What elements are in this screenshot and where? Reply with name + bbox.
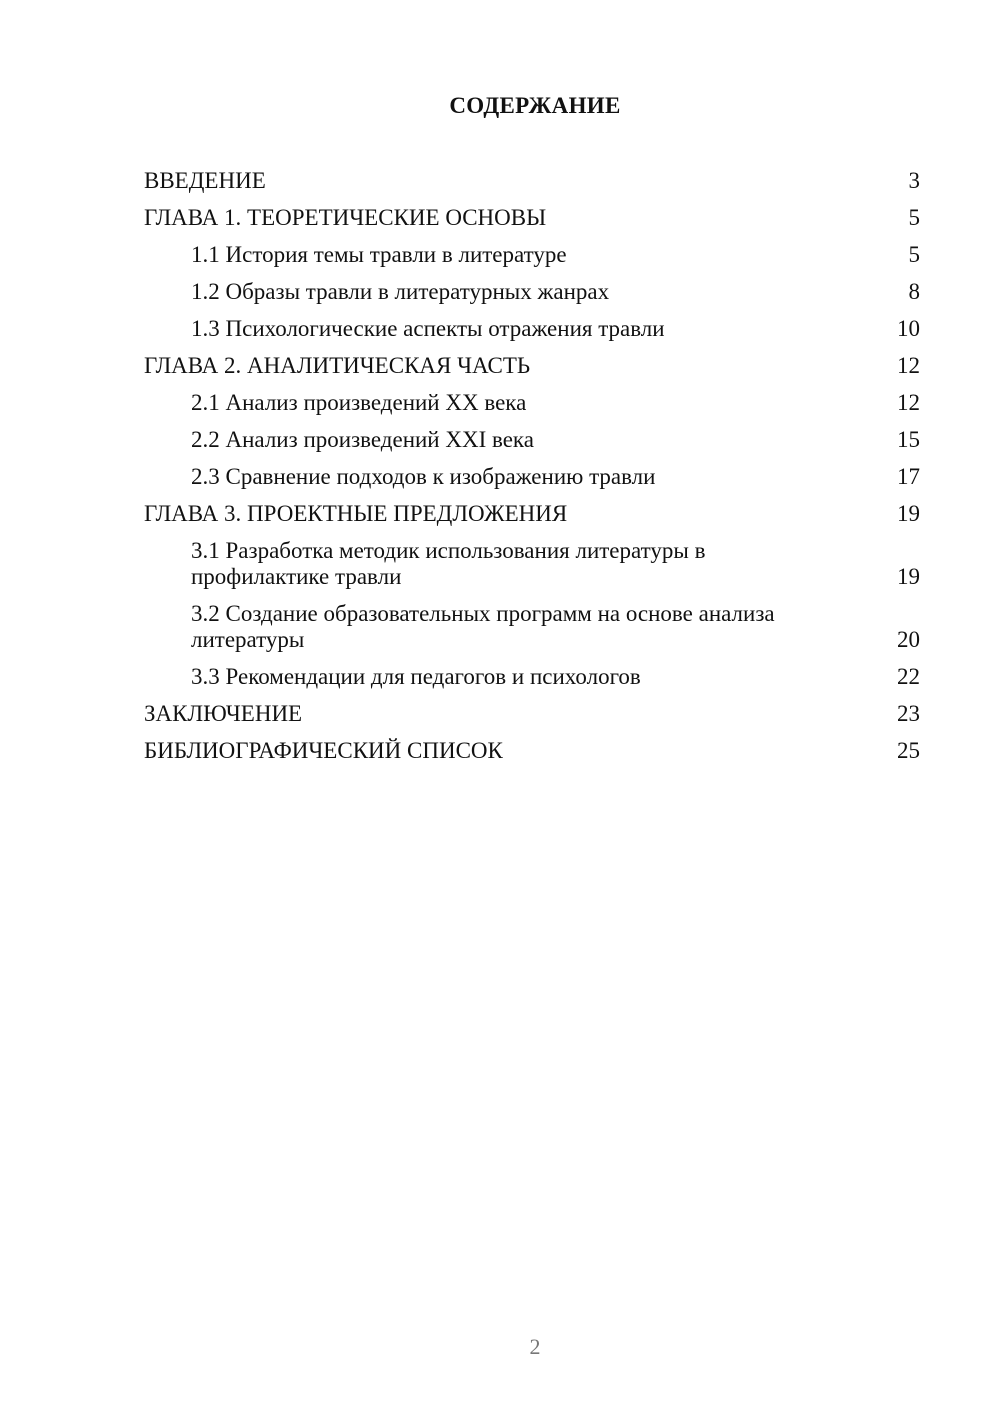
toc-entry-page: 17 (897, 464, 920, 489)
toc-entry (144, 316, 920, 342)
toc-entry-label: 2.2 Анализ произведений XXI века (191, 427, 534, 452)
toc-entry-page: 25 (897, 738, 920, 763)
toc-entry-label: ВВЕДЕНИЕ (144, 168, 266, 193)
toc-entry-page: 8 (908, 279, 920, 304)
toc-entry-page: 22 (897, 664, 920, 689)
toc-entry-label: ГЛАВА 1. ТЕОРЕТИЧЕСКИЕ ОСНОВЫ (144, 205, 547, 230)
toc-entry (144, 390, 920, 416)
toc-entry-page: 23 (897, 701, 920, 726)
toc-entry (144, 538, 920, 590)
toc-entry-page: 12 (897, 390, 920, 415)
toc-entry-label: ГЛАВА 2. АНАЛИТИЧЕСКАЯ ЧАСТЬ (144, 353, 531, 378)
toc-entry (144, 427, 920, 453)
toc-entry (144, 242, 920, 268)
toc-entry (144, 464, 920, 490)
toc-entry-label: 2.3 Сравнение подходов к изображению травли (191, 464, 656, 489)
toc-entry-page: 5 (908, 205, 920, 230)
toc-entry-label: 1.1 История темы травли в литературе (191, 242, 567, 267)
toc-entry-page: 19 (897, 564, 920, 589)
toc-entry-label: БИБЛИОГРАФИЧЕСКИЙ СПИСОК (144, 738, 503, 763)
toc-entry-label: 3.2 Создание образовательных программ на основе анализа литературы (191, 601, 775, 652)
page-number: 2 (529, 1334, 541, 1359)
toc-entry-label: ЗАКЛЮЧЕНИЕ (144, 701, 303, 726)
table-of-contents (144, 168, 920, 775)
toc-entry (144, 501, 920, 527)
toc-entry-label: 3.1 Разработка методик использования литературы в профилактике травли (191, 538, 706, 589)
toc-entry (144, 279, 920, 305)
toc-entry-page: 15 (897, 427, 920, 452)
toc-entry (144, 205, 920, 231)
toc-entry (144, 701, 920, 727)
toc-entry-label: 1.2 Образы травли в литературных жанрах (191, 279, 610, 304)
toc-entry-label: 1.3 Психологические аспекты отражения травли (191, 316, 665, 341)
toc-entry (144, 664, 920, 690)
toc-entry (144, 601, 920, 653)
toc-entry-label: ГЛАВА 3. ПРОЕКТНЫЕ ПРЕДЛОЖЕНИЯ (144, 501, 568, 526)
page-title: СОДЕРЖАНИЕ (449, 93, 621, 118)
toc-entry (144, 168, 920, 194)
toc-entry-page: 12 (897, 353, 920, 378)
toc-entry-page: 20 (897, 627, 920, 652)
toc-entry-label: 2.1 Анализ произведений XX века (191, 390, 527, 415)
toc-entry-page: 3 (908, 168, 920, 193)
toc-entry-page: 19 (897, 501, 920, 526)
toc-entry-label: 3.3 Рекомендации для педагогов и психологов (191, 664, 641, 689)
toc-entry-page: 10 (897, 316, 920, 341)
toc-entry (144, 738, 920, 764)
toc-entry (144, 353, 920, 379)
toc-entry-page: 5 (908, 242, 920, 267)
